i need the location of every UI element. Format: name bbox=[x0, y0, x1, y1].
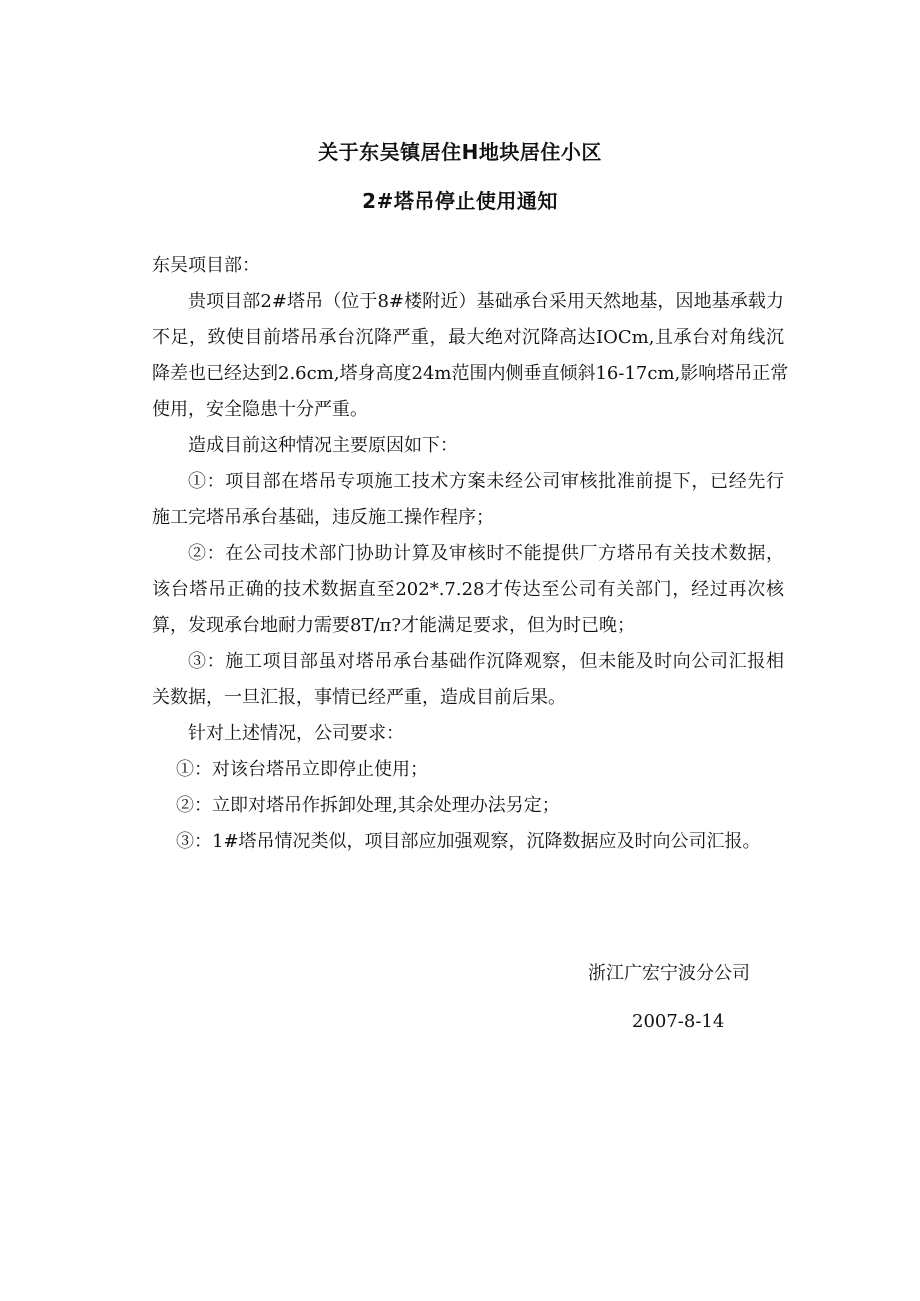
reason-1-line-1: ①：项目部在塔吊专项施工技术方案未经公司审核批准前提下，已经先行 bbox=[188, 471, 784, 492]
paragraph-1-line-1: 贵项目部2#塔吊（位于8#楼附近）基础承台采用天然地基，因地基承载力 bbox=[188, 291, 784, 312]
paragraph-1-line-2: 不足，致使目前塔吊承台沉降严重，最大绝对沉降高达IOCm,且承台对角线沉 bbox=[152, 327, 784, 348]
requirements-intro: 针对上述情况，公司要求： bbox=[188, 723, 404, 744]
reason-3-line-1: ③：施工项目部虽对塔吊承台基础作沉降观察，但未能及时向公司汇报相 bbox=[188, 651, 784, 672]
reason-2-line-1: ②：在公司技术部门协助计算及审核时不能提供厂方塔吊有关技术数据， bbox=[188, 543, 784, 564]
reason-2-line-2: 该台塔吊正确的技术数据直至202*.7.28才传达至公司有关部门，经过再次核 bbox=[152, 579, 784, 600]
issuing-company: 浙江广宏宁波分公司 bbox=[588, 963, 750, 984]
reason-2-line-3: 算，发现承台地耐力需要8T∕π?才能满足要求，但为时已晚； bbox=[152, 615, 636, 636]
requirement-2: ②：立即对塔吊作拆卸处理,其余处理办法另定； bbox=[176, 795, 560, 816]
requirement-3: ③：1#塔吊情况类似，项目部应加强观察，沉降数据应及时向公司汇报。 bbox=[176, 831, 761, 852]
requirement-1: ①：对该台塔吊立即停止使用； bbox=[176, 759, 428, 780]
paragraph-1-line-3: 降差也已经达到2.6cm,塔身高度24m范围内侧垂直倾斜16-17cm,影响塔吊正常 bbox=[152, 363, 789, 384]
issue-date: 2007-8-14 bbox=[632, 1011, 725, 1032]
salutation: 东吴项目部： bbox=[152, 255, 260, 276]
reason-1-line-2: 施工完塔吊承台基础，违反施工操作程序； bbox=[152, 507, 494, 528]
document-title-line-2: 2#塔吊停止使用通知 bbox=[362, 189, 558, 213]
reasons-intro: 造成目前这种情况主要原因如下： bbox=[188, 435, 458, 456]
document-title-line-1: 关于东吴镇居住H地块居住小区 bbox=[318, 140, 602, 164]
reason-3-line-2: 关数据，一旦汇报，事情已经严重，造成目前后果。 bbox=[152, 687, 566, 708]
document-body bbox=[152, 248, 789, 860]
paragraph-1-line-4: 使用，安全隐患十分严重。 bbox=[152, 399, 368, 420]
